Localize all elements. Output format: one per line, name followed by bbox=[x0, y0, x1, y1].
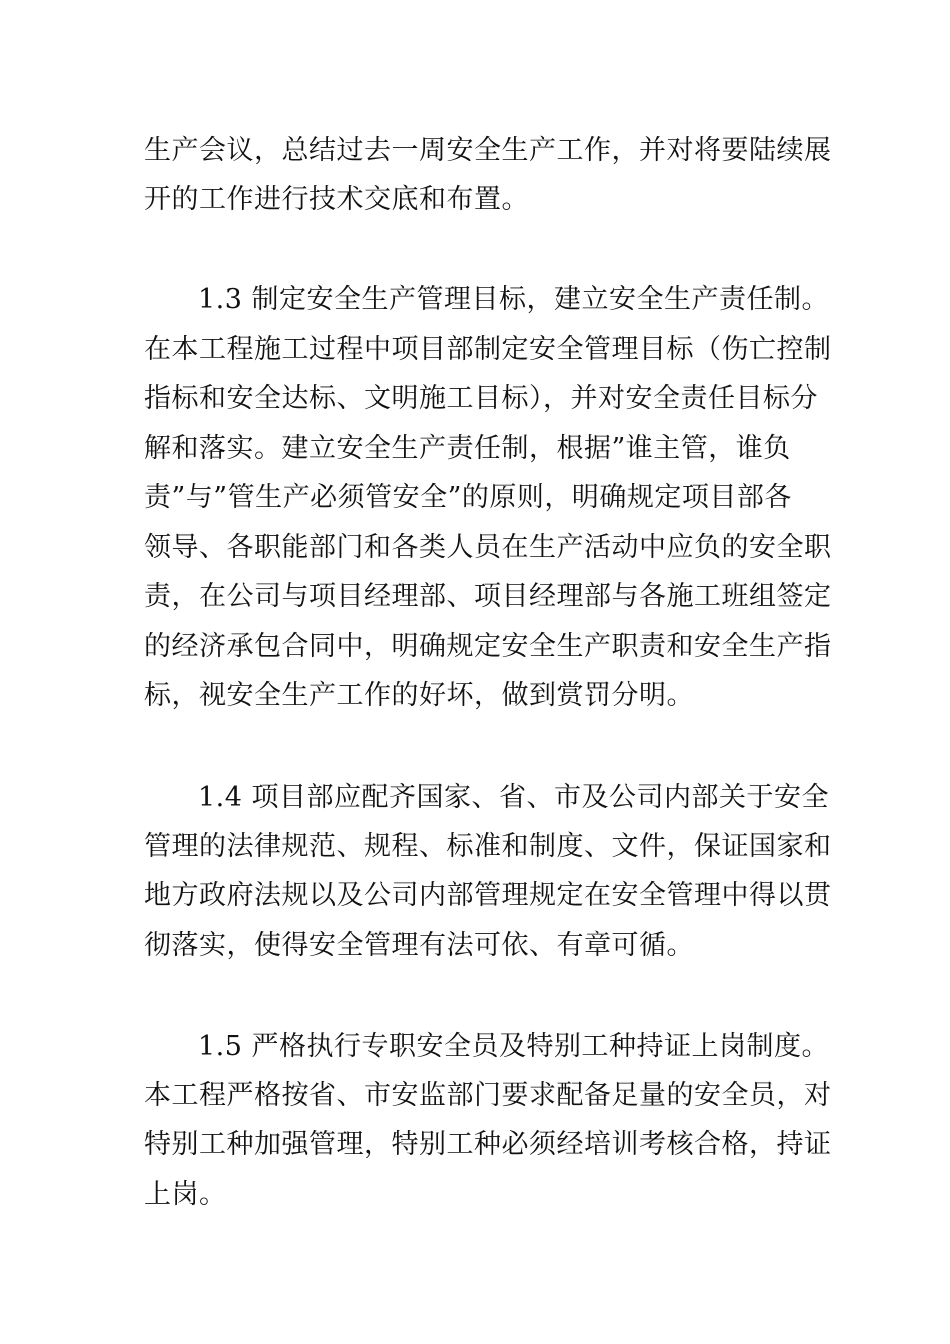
text-line: 指标和安全达标、文明施工目标），并对安全责任目标分 bbox=[144, 383, 818, 414]
text-line: 责，在公司与项目经理部、项目经理部与各施工班组签定 bbox=[144, 581, 832, 612]
text-line: 管理的法律规范、规程、标准和制度、文件，保证国家和 bbox=[144, 831, 832, 862]
text-line: 解和落实。建立安全生产责任制，根据”谁主管，谁负 bbox=[144, 433, 791, 464]
text-line: 责”与”管生产必须管安全”的原则，明确规定项目部各 bbox=[144, 482, 792, 513]
text-line: 开的工作进行技术交底和布置。 bbox=[144, 184, 529, 215]
text-line: 标，视安全生产工作的好坏，做到赏罚分明。 bbox=[144, 680, 694, 711]
text-line: 地方政府法规以及公司内部管理规定在安全管理中得以贯 bbox=[144, 880, 832, 911]
text-line: 领导、各职能部门和各类人员在生产活动中应负的安全职 bbox=[144, 532, 832, 563]
text-line: 彻落实，使得安全管理有法可依、有章可循。 bbox=[144, 930, 694, 961]
text-line: 本工程严格按省、市安监部门要求配备足量的安全员，对 bbox=[144, 1080, 832, 1111]
text-line: 在本工程施工过程中项目部制定安全管理目标（伤亡控制 bbox=[144, 334, 832, 365]
section-heading-line: 1.5 严格执行专职安全员及特别工种持证上岗制度。 bbox=[198, 1031, 830, 1062]
text-line: 特别工种加强管理，特别工种必须经培训考核合格，持证 bbox=[144, 1129, 832, 1160]
section-heading-line: 1.4 项目部应配齐国家、省、市及公司内部关于安全 bbox=[198, 782, 830, 813]
text-line: 的经济承包合同中，明确规定安全生产职责和安全生产指 bbox=[144, 631, 832, 662]
text-line: 上岗。 bbox=[144, 1179, 227, 1210]
text-line: 生产会议，总结过去一周安全生产工作，并对将要陆续展 bbox=[144, 135, 832, 166]
section-heading-line: 1.3 制定安全生产管理目标，建立安全生产责任制。 bbox=[198, 284, 830, 315]
